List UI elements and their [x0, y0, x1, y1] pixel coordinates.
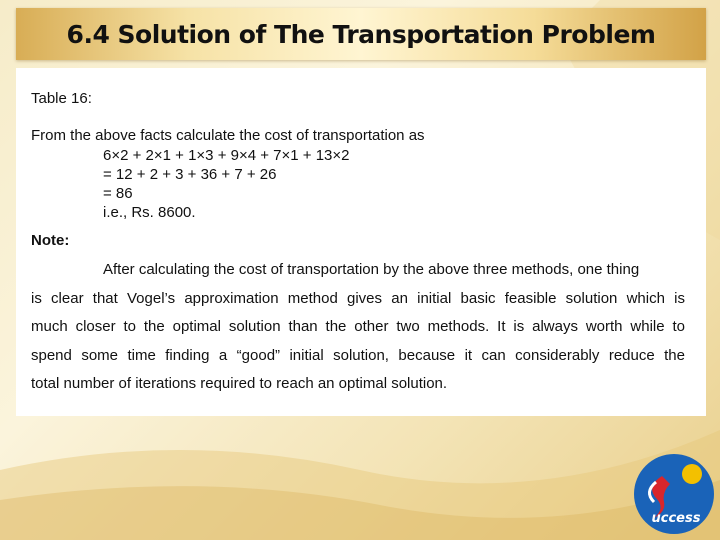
note-line: spend some time finding a “good” initial solution, because it can considerably reduce the	[31, 347, 685, 364]
intro-line: From the above facts calculate the cost of transportation as	[31, 127, 425, 144]
calc-line: i.e., Rs. 8600.	[103, 204, 196, 221]
calc-line: = 12 + 2 + 3 + 36 + 7 + 26	[103, 166, 277, 183]
note-line: total number of iterations required to reach an optimal solution.	[31, 375, 448, 392]
note-line: is clear that Vogel’s approximation method gives an initial basic feasible solution which is	[31, 290, 685, 307]
note-line: much closer to the optimal solution than the other two methods. It is always worth while to	[31, 318, 685, 335]
success-logo	[632, 452, 716, 536]
note-label: Note:	[31, 232, 70, 249]
logo-gold-dot	[682, 464, 702, 484]
calc-line: = 86	[103, 185, 133, 202]
slide-title: 6.4 Solution of The Transportation Problem	[66, 19, 656, 49]
note-line: After calculating the cost of transportation by the above three methods, one thing	[103, 261, 640, 278]
logo-text: uccess	[651, 511, 701, 526]
table-label: Table 16:	[31, 90, 92, 107]
calc-line: 6×2 + 2×1 + 1×3 + 9×4 + 7×1 + 13×2	[103, 147, 350, 164]
